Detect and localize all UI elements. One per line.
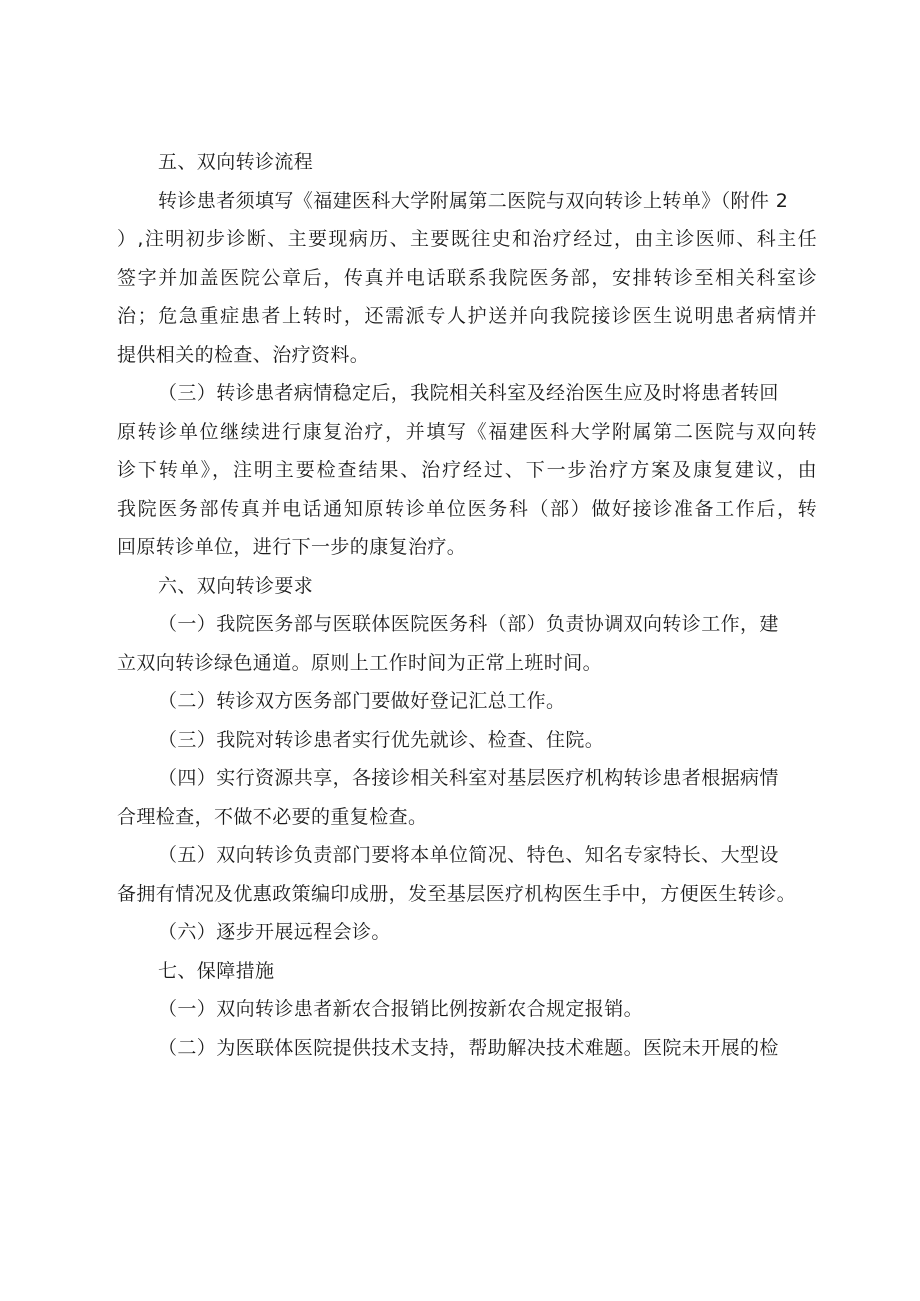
section-heading-safeguard-measures: 七、保障措施 [158,959,275,982]
paragraph-line: 立双向转诊绿色通道。原则上工作时间为正常上班时间。 [117,651,603,674]
paragraph-line: （三）转诊患者病情稳定后，我院相关科室及经治医生应及时将患者转回 [158,382,779,404]
section-heading-referral-requirements: 六、双向转诊要求 [158,574,314,597]
paragraph-line: （二）为医联体医院提供技术支持，帮助解决技术难题。医院未开展的检 [158,1036,779,1059]
document-body [117,143,817,1067]
paragraph-line: （二）转诊双方医务部门要做好登记汇总工作。 [158,690,566,712]
paragraph-line: 我院医务部传真并电话通知原转诊单位医务科（部）做好接诊准备工作后，转 [117,497,817,520]
paragraph-line: 诊下转单》，注明主要检查结果、治疗经过、下一步治疗方案及康复建议，由 [117,459,817,481]
paragraph-line: 备拥有情况及优惠政策编印成册，发至基层医疗机构医生手中，方便医生转诊。 [117,882,797,905]
paragraph-line: 治；危急重症患者上转时，还需派专人护送并向我院接诊医生说明患者病情并 [117,305,817,327]
paragraph-line: 原转诊单位继续进行康复治疗，并填写《福建医科大学附属第二医院与双向转 [117,420,817,443]
paragraph-line: （三）我院对转诊患者实行优先就诊、检查、住院。 [158,728,605,751]
paragraph-line: （六）逐步开展远程会诊。 [158,921,391,943]
paragraph-line: 回原转诊单位，进行下一步的康复治疗。 [117,536,467,558]
paragraph-line: （四）实行资源共享，各接诊相关科室对基层医疗机构转诊患者根据病情 [158,767,779,789]
paragraph-line: （一）我院医务部与医联体医院医务科（部）负责协调双向转诊工作，建 [158,613,779,635]
paragraph-line: ）,注明初步诊断、主要现病历、主要既往史和治疗经过，由主诊医师、科主任 [117,228,817,250]
paragraph-line: 合理检查，不做不必要的重复检查。 [117,805,428,828]
paragraph-line: 签字并加盖医院公章后，传真并电话联系我院医务部，安排转诊至相关科室诊 [117,266,817,289]
section-heading-referral-process: 五、双向转诊流程 [158,151,314,173]
paragraph-line: 转诊患者须填写《福建医科大学附属第二医院与双向转诊上转单》（附件 2 [158,189,789,212]
paragraph-line: （一）双向转诊患者新农合报销比例按新农合规定报销。 [158,998,644,1020]
paragraph-line: （五）双向转诊负责部门要将本单位简况、特色、知名专家特长、大型设 [158,844,779,866]
paragraph-line: 提供相关的检查、治疗资料。 [117,343,370,366]
